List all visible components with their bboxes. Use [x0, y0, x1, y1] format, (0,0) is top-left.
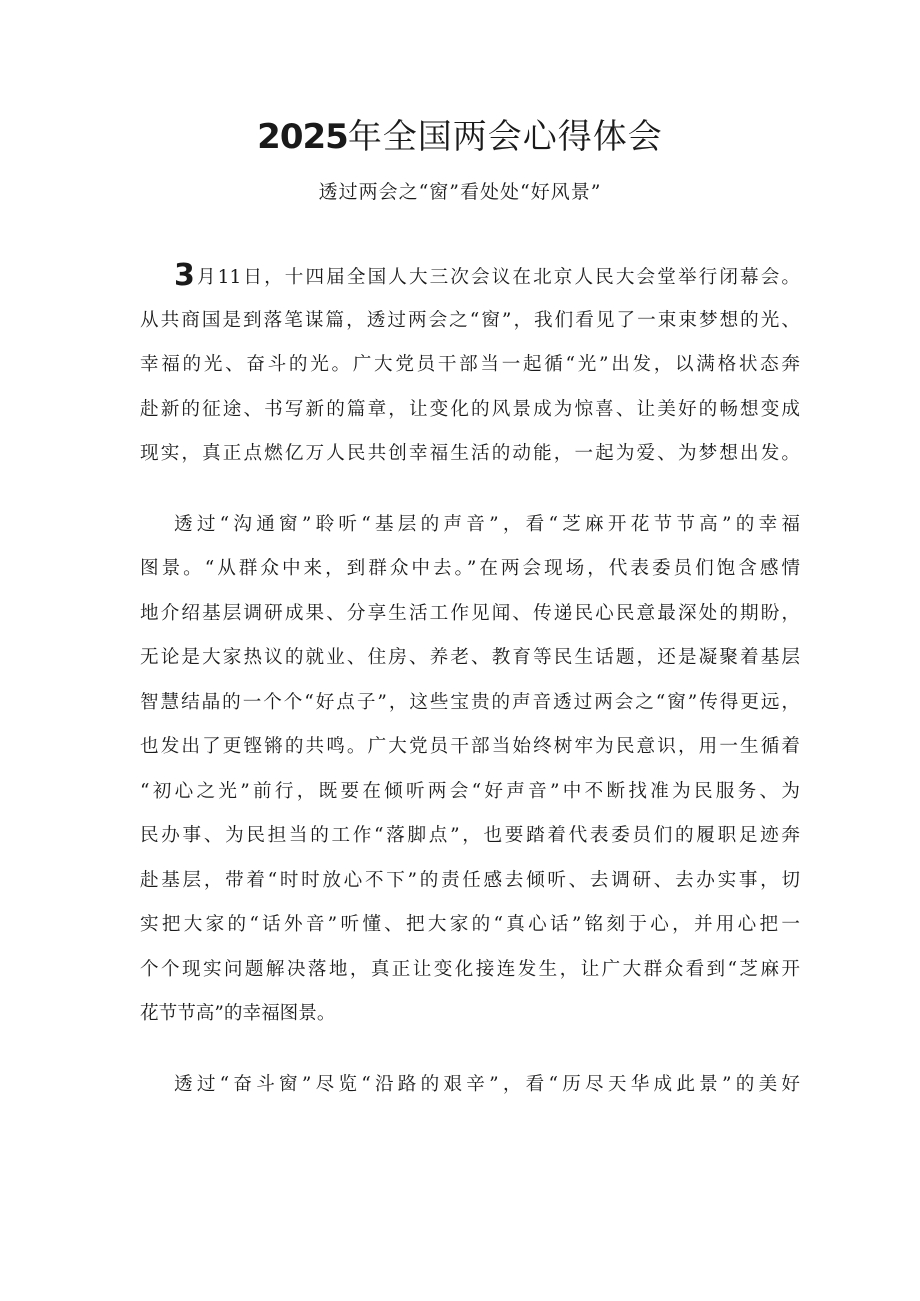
title-year: 2025	[257, 117, 348, 157]
paragraph-line: 图景。“从群众中来，到群众中去。”在两会现场，代表委员们饱含感情	[140, 558, 800, 579]
paragraph-line: 现实，真正点燃亿万人民共创幸福生活的动能，一起为爱、为梦想出发。	[140, 443, 800, 464]
paragraph-line: 智慧结晶的一个个“好点子”，这些宝贵的声音透过两会之“窗”传得更远，	[140, 691, 800, 713]
paragraph-gap	[140, 477, 800, 503]
paragraph-line: 无论是大家热议的就业、住房、养老、教育等民生话题，还是凝聚着基层	[140, 647, 800, 668]
paragraph-line: 也发出了更铿锵的共鸣。广大党员干部当始终树牢为民意识，用一生循着	[140, 736, 800, 757]
paragraph-gap	[140, 1037, 800, 1063]
paragraph-drop-cap: 3	[174, 258, 195, 293]
paragraph-line: 从共商国是到落笔谋篇，透过两会之“窗”，我们看见了一束束梦想的光、	[140, 309, 800, 331]
paragraph-line: 地介绍基层调研成果、分享生活工作见闻、传递民心民意最深处的期盼，	[140, 602, 800, 624]
paragraph-line: “初心之光”前行，既要在倾听两会“好声音”中不断找准为民服务、为	[140, 780, 800, 802]
paragraph-line: 实把大家的“话外音”听懂、把大家的“真心话”铭刻于心，并用心把一	[140, 914, 800, 935]
paragraph-line: 3月11日，十四届全国人大三次会议在北京人民大会堂举行闭幕会。	[174, 258, 800, 293]
paragraph-line: 个个现实问题解决落地，真正让变化接连发生，让广大群众看到“芝麻开	[140, 958, 800, 980]
paragraph-line: 赴基层，带着“时时放心不下”的责任感去倾听、去调研、去办实事，切	[140, 869, 800, 891]
document-subtitle: 透过两会之“窗”看处处“好风景”	[318, 181, 602, 203]
paragraph-line: 幸福的光、奋斗的光。广大党员干部当一起循“光”出发，以满格状态奔	[140, 354, 800, 375]
title-text: 年全国两会心得体会	[347, 117, 663, 157]
paragraph-line: 透过“奋斗窗”尽览“沿路的艰辛”，看“历尽天华成此景”的美好	[174, 1073, 800, 1095]
document-body	[140, 254, 800, 1107]
document-title	[0, 114, 920, 160]
paragraph-line: 民办事、为民担当的工作“落脚点”，也要踏着代表委员们的履职足迹奔	[140, 825, 800, 846]
paragraph-line: 透过“沟通窗”聆听“基层的声音”，看“芝麻开花节节高”的幸福	[174, 513, 800, 535]
paragraph-line: 花节节高”的幸福图景。	[140, 1003, 336, 1024]
paragraph-2	[140, 503, 800, 1037]
paragraph-line: 赴新的征途、书写新的篇章，让变化的风景成为惊喜、让美好的畅想变成	[140, 398, 800, 420]
paragraph-1	[140, 254, 800, 477]
paragraph-3	[140, 1063, 800, 1108]
